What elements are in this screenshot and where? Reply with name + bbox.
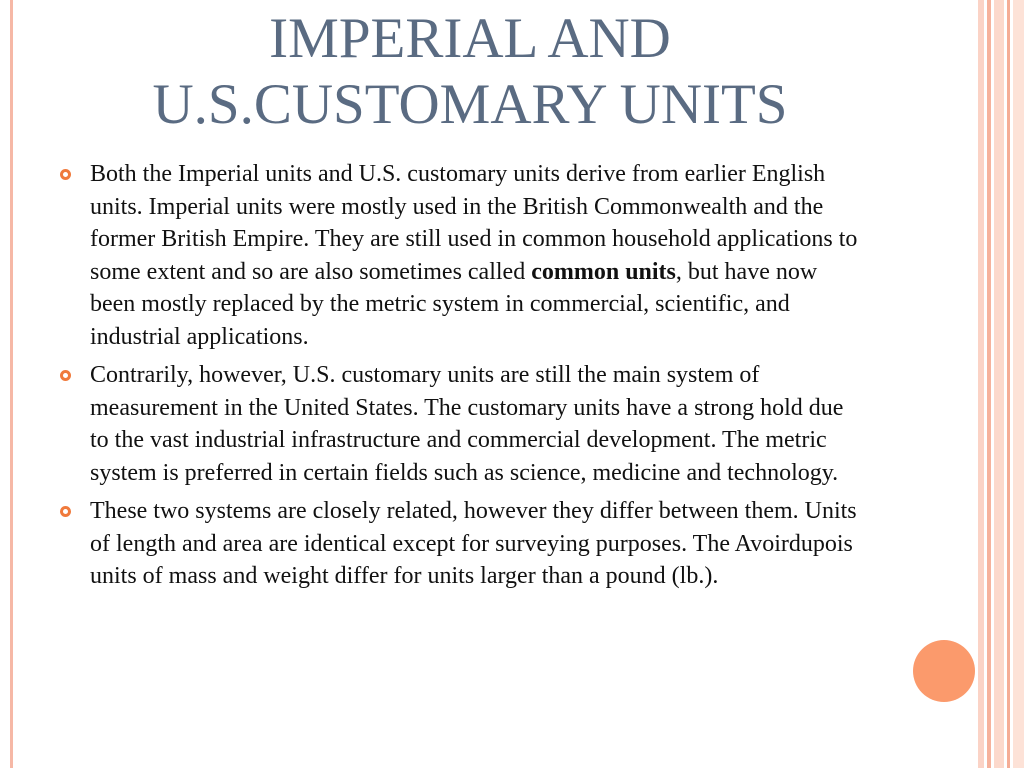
- bullet-text-after: , but have now been mostly replaced by the metric system in commercial, scientific, and industrial applications.: [90, 258, 818, 350]
- bullet-text-before: Both the Imperial units and U.S. customary units derive from earlier English units. Imperial units were mostly used in the British Commonwealth and the former British Empire. They are still used in common household applications to some extent and so are also sometimes called: [90, 161, 858, 285]
- orange-circle-icon: [913, 640, 975, 702]
- circle-bullet-icon: [60, 169, 71, 180]
- slide-title: [40, 6, 900, 138]
- bullet-list: [58, 158, 868, 599]
- right-border-stripe: [994, 0, 1004, 768]
- bullet-text: These two systems are closely related, however they differ between them. Units of length and area are identical except for surveying purposes. The Avoirdupois units of mass and weight differ for units larger than a pound (lb.).: [90, 498, 857, 589]
- bullet-item: [58, 158, 868, 353]
- right-border-stripe: [1013, 0, 1024, 768]
- circle-bullet-icon: [60, 506, 71, 517]
- right-border-stripe: [987, 0, 991, 768]
- bullet-text: Contrarily, however, U.S. customary units are still the main system of measurement in the United States. The customary units have a strong hold due to the vast industrial infrastructure and commercial development. The metric system is preferred in certain fields such as science, medicine and technology.: [90, 362, 844, 486]
- bullet-bold-term: common units: [531, 258, 676, 285]
- right-border-stripe: [978, 0, 984, 768]
- circle-bullet-icon: [60, 370, 71, 381]
- title-line-2: U.S.CUSTOMARY UNITS: [152, 73, 788, 136]
- bullet-item: [58, 495, 868, 593]
- bullet-item: [58, 359, 868, 489]
- left-border-line: [10, 0, 13, 768]
- right-border-stripe: [1007, 0, 1010, 768]
- title-line-1: IMPERIAL AND: [269, 7, 671, 70]
